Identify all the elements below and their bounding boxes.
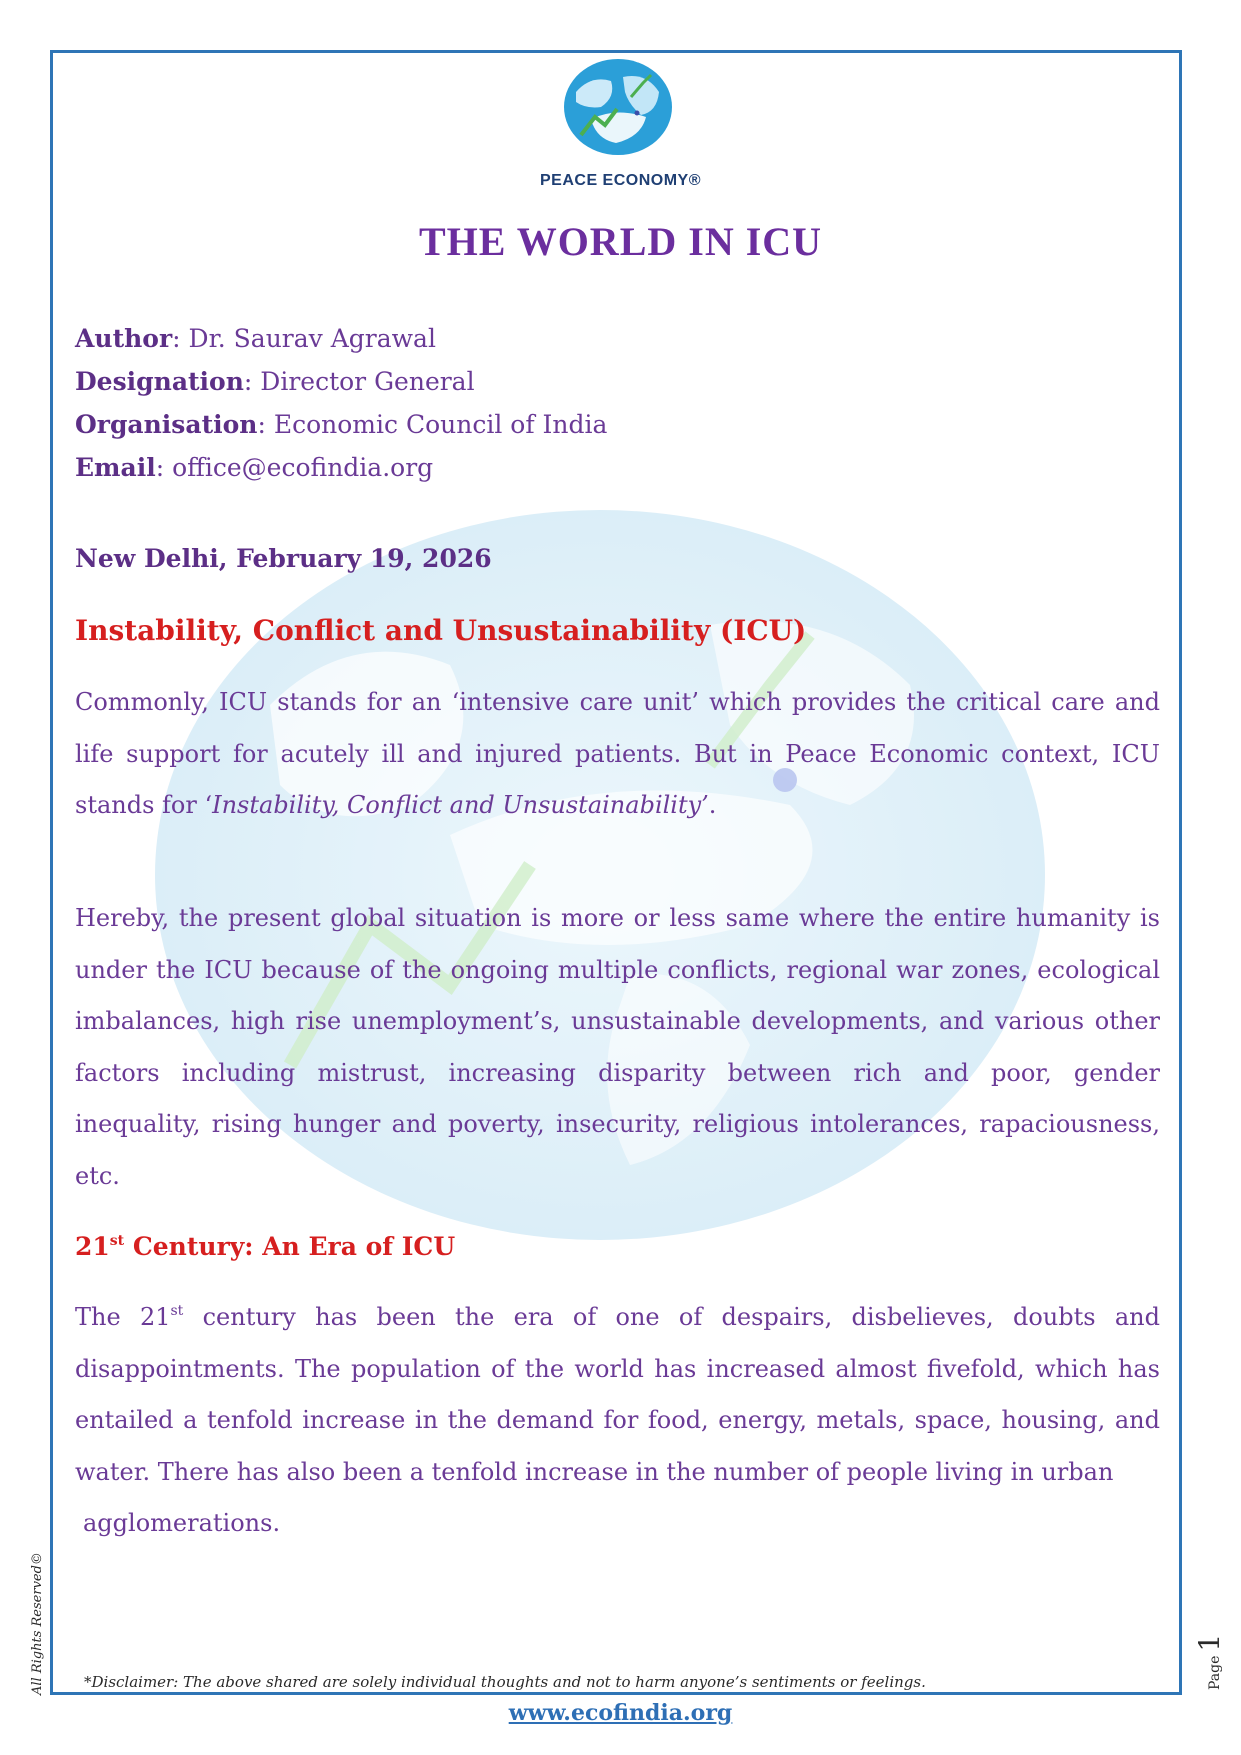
designation-row (75, 360, 607, 403)
peace-economy-logo-icon (561, 57, 675, 157)
paragraph-icu-definition (75, 677, 1160, 832)
p1-end: . (708, 791, 717, 819)
organisation-label: Organisation (75, 410, 258, 439)
page-label: Page (1207, 1655, 1223, 1690)
section-heading-21st-century (75, 1232, 455, 1261)
h2-rest: Century: An Era of ICU (124, 1232, 456, 1261)
disclaimer: *Disclaimer: The above shared are solely individual thoughts and not to harm anyone’s sentiments or feelings. (84, 1673, 926, 1691)
p3-last: agglomerations. (83, 1509, 281, 1537)
brand-name: PEACE ECONOMY® (539, 172, 702, 189)
designation-label: Designation (75, 367, 244, 396)
organisation-value: : Economic Council of India (257, 410, 608, 439)
author-label: Author (75, 324, 173, 353)
designation-value: : Director General (243, 367, 475, 396)
author-block (75, 317, 607, 489)
email-row (75, 446, 607, 489)
author-value: : Dr. Saurav Agrawal (172, 324, 436, 353)
rights-reserved: All Rights Reserved© (30, 1552, 45, 1695)
paragraph-21st-century (75, 1292, 1160, 1550)
paragraph-global-situation: Hereby, the present global situation is more or less same where the entire humanity is under the ICU because of the ongoing multiple conflicts, regional war zones, ecological imbalances, high rise unemployment’s, unsustainable developments, and various other factors including mistrust, increasing disparity between rich and poor, gender inequality, rising hunger and poverty, insecurity, religious intolerances, rapaciousness, etc. (75, 904, 1160, 1190)
page-title: THE WORLD IN ICU (418, 219, 823, 264)
p1-text: Commonly, ICU stands for an ‘intensive care unit’ which provides the critical care and life support for acutely ill and injured patients. But in Peace Economic context, ICU stands for ‘ (75, 688, 1160, 819)
p3-sup: st (170, 1303, 184, 1319)
section-heading-icu: Instability, Conflict and Unsustainability (ICU) (75, 614, 807, 647)
dateline: New Delhi, February 19, 2026 (75, 544, 492, 573)
h2-sup: st (109, 1233, 125, 1249)
page-number (1193, 1634, 1226, 1690)
p3-rest: century has been the era of one of despairs, disbelieves, doubts and disappointments. The population of the world has increased almost fivefold, which has entailed a tenfold increase in the demand for food, energy, metals, space, housing, and water. There has also been a tenfold increase in the number of people living in urban (75, 1303, 1160, 1486)
email-value: : office@ecofindia.org (155, 453, 434, 482)
footer-website-link[interactable]: www.ecofindia.org (508, 1700, 733, 1726)
organisation-row (75, 403, 607, 446)
h2-num: 21 (75, 1232, 110, 1261)
p1-italic: Instability, Conflict and Unsustainability’ (212, 791, 709, 819)
email-label: Email (75, 453, 156, 482)
author-row (75, 317, 607, 360)
page-number-value: 1 (1193, 1633, 1226, 1652)
p3-start: The 21 (75, 1303, 171, 1331)
